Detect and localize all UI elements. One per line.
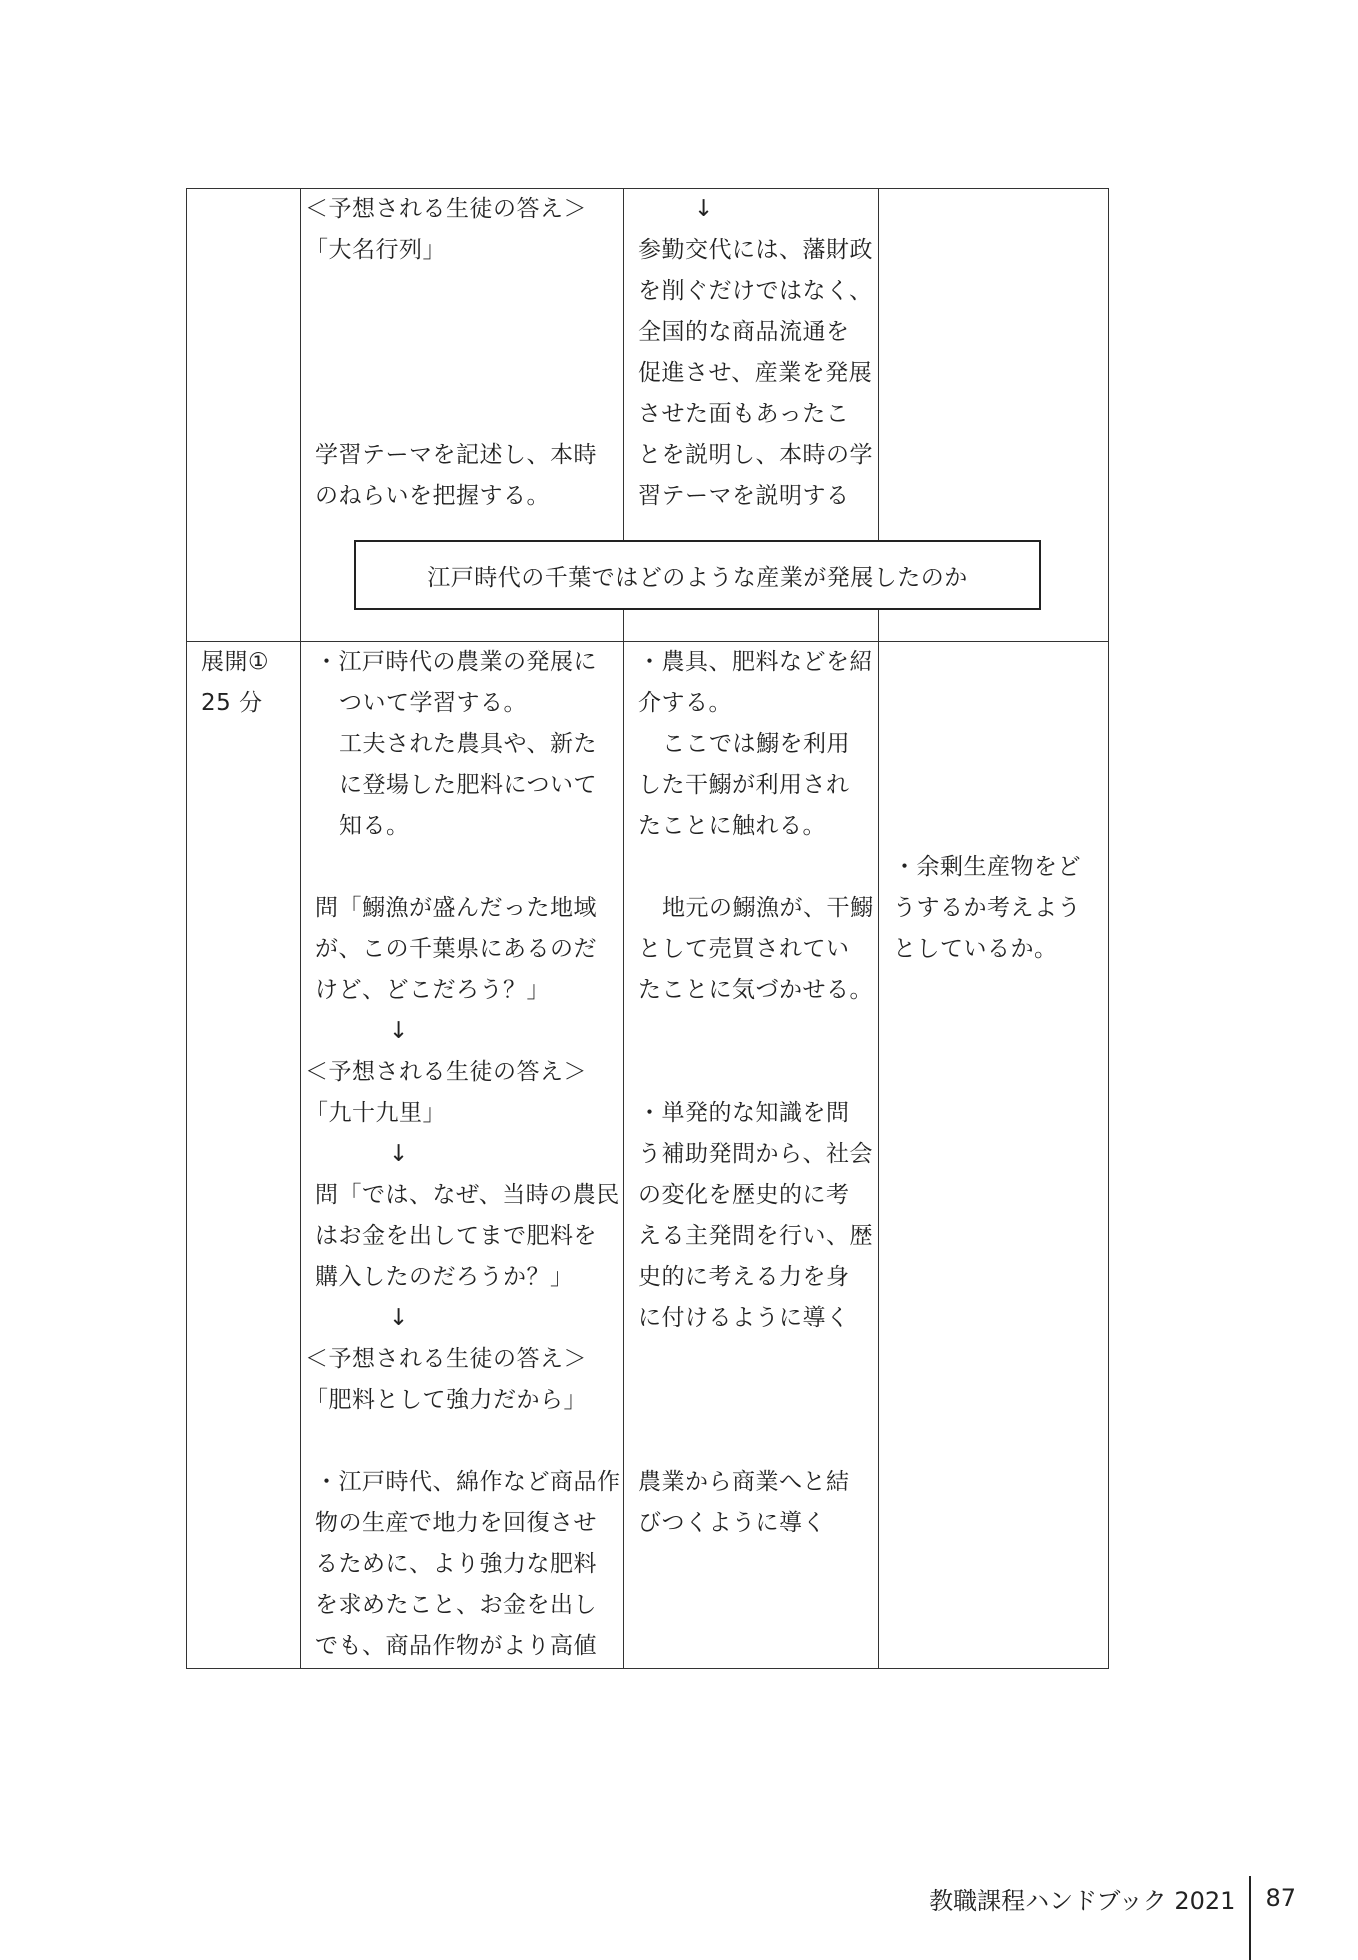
teacher-support-cell bbox=[624, 642, 879, 1669]
text-line: のねらいを把握する。 bbox=[315, 483, 550, 509]
text-line: とを説明し、本時の学 bbox=[638, 442, 873, 468]
text-line: たことに気づかせる。 bbox=[638, 977, 873, 1003]
text-line: ＜予想される生徒の答え＞ bbox=[305, 196, 587, 222]
text-line: 問「では、なぜ、当時の農民 bbox=[315, 1182, 620, 1208]
text-line: 習テーマを説明する bbox=[638, 483, 850, 509]
text-line: 「九十九里」 bbox=[305, 1100, 446, 1126]
text-line: けど、どこだろう？」 bbox=[315, 977, 550, 1003]
text-line: 全国的な商品流通を bbox=[638, 319, 850, 345]
text-line: した干鰯が利用され bbox=[638, 772, 850, 798]
page-footer bbox=[929, 1836, 1296, 1960]
text-line: ＜予想される生徒の答え＞ bbox=[305, 1346, 587, 1372]
text-line: える主発問を行い、歴 bbox=[638, 1223, 873, 1249]
text-line: 介する。 bbox=[638, 690, 732, 716]
text-line: 問「鰯漁が盛んだった地域 bbox=[315, 895, 597, 921]
text-line: としているか。 bbox=[893, 936, 1058, 962]
text-line: でも、商品作物がより高値 bbox=[315, 1633, 597, 1659]
text-line: るために、より強力な肥料 bbox=[315, 1551, 597, 1577]
text-line: に付けるように導く bbox=[638, 1305, 850, 1331]
lesson-theme-box: 江戸時代の千葉ではどのような産業が発展したのか bbox=[354, 540, 1041, 610]
learning-activity-cell bbox=[301, 642, 624, 1669]
text-line: を求めたこと、お金を出し bbox=[315, 1592, 597, 1618]
text-line: たことに触れる。 bbox=[638, 813, 826, 839]
text-line: はお金を出してまで肥料を bbox=[315, 1223, 597, 1249]
down-arrow: ↓ bbox=[389, 1141, 409, 1167]
text-line: 促進させ、産業を発展 bbox=[638, 360, 873, 386]
text-line: の変化を歴史的に考 bbox=[638, 1182, 850, 1208]
down-arrow: ↓ bbox=[389, 1018, 409, 1044]
text-line: ついて学習する。 bbox=[339, 690, 527, 716]
lesson-plan-table bbox=[186, 188, 1109, 1669]
text-line: ここでは鰯を利用 bbox=[662, 731, 850, 757]
text-line: が、この千葉県にあるのだ bbox=[315, 936, 597, 962]
text-line: させた面もあったこ bbox=[638, 401, 850, 427]
text-line: 購入したのだろうか？」 bbox=[315, 1264, 574, 1290]
evaluation-cell bbox=[879, 642, 1109, 1669]
page-number: 87 bbox=[1265, 1884, 1296, 1912]
text-line: 「肥料として強力だから」 bbox=[305, 1387, 587, 1413]
text-line: 工夫された農具や、新た bbox=[339, 731, 598, 757]
text-line: うするか考えよう bbox=[893, 895, 1081, 921]
text-line: 物の生産で地力を回復させ bbox=[315, 1510, 597, 1536]
text-line: ・江戸時代の農業の発展に bbox=[315, 649, 597, 675]
text-line: 農業から商業へと結 bbox=[638, 1469, 850, 1495]
text-line: 知る。 bbox=[339, 813, 410, 839]
stage-time: 25 分 bbox=[201, 690, 263, 716]
text-line: ・農具、肥料などを紹 bbox=[638, 649, 873, 675]
text-line: 地元の鰯漁が、干鰯 bbox=[662, 895, 874, 921]
stage-cell bbox=[187, 189, 301, 642]
text-line: ・余剰生産物をど bbox=[893, 854, 1081, 880]
down-arrow: ↓ bbox=[389, 1305, 409, 1331]
text-line: 「大名行列」 bbox=[305, 237, 446, 263]
text-line: を削ぐだけではなく、 bbox=[638, 278, 873, 304]
text-line: う補助発問から、社会 bbox=[638, 1141, 873, 1167]
text-line: 学習テーマを記述し、本時 bbox=[315, 442, 597, 468]
text-line: 史的に考える力を身 bbox=[638, 1264, 850, 1290]
stage-cell bbox=[187, 642, 301, 1669]
text-line: に登場した肥料について bbox=[339, 772, 598, 798]
text-line: ・単発的な知識を問 bbox=[638, 1100, 850, 1126]
text-line: ・江戸時代、綿作など商品作 bbox=[315, 1469, 621, 1495]
footer-title: 教職課程ハンドブック 2021 bbox=[929, 1886, 1236, 1915]
text-line: ＜予想される生徒の答え＞ bbox=[305, 1059, 587, 1085]
down-arrow: ↓ bbox=[694, 196, 714, 222]
table-row bbox=[187, 642, 1109, 1669]
text-line: として売買されてい bbox=[638, 936, 850, 962]
stage-label: 展開① bbox=[201, 649, 270, 675]
text-line: びつくように導く bbox=[638, 1510, 826, 1536]
text-line: 参勤交代には、藩財政 bbox=[638, 237, 873, 263]
